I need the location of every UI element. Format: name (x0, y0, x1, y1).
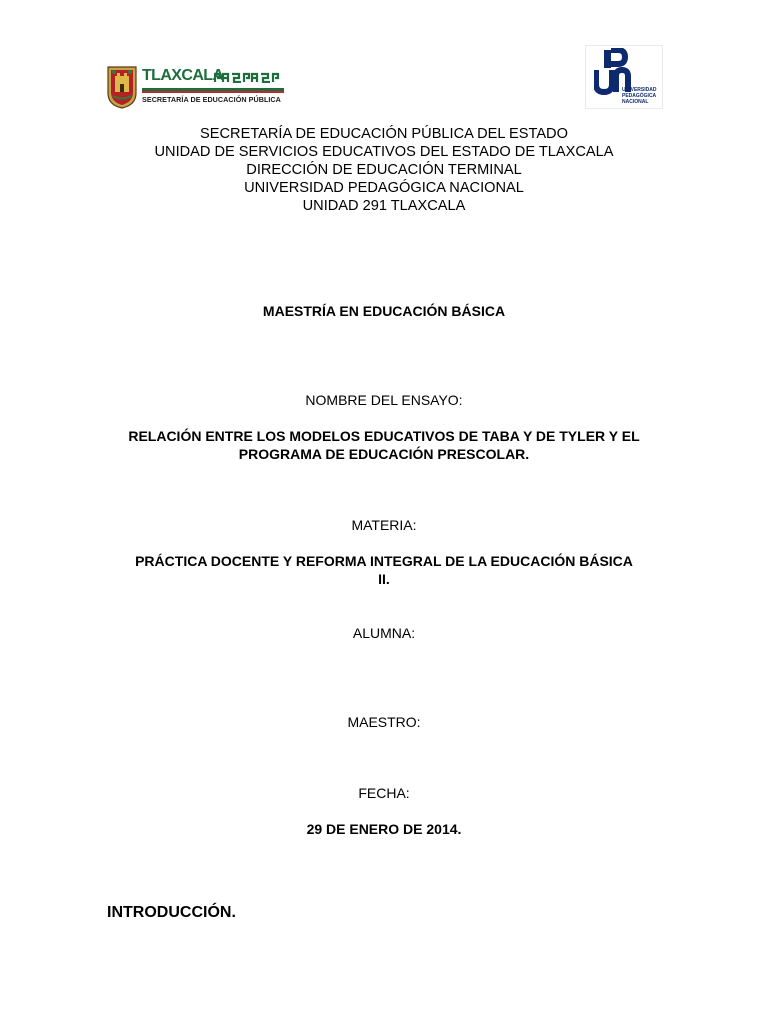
tlaxcala-coat-of-arms-icon (106, 65, 138, 109)
essay-title-line: RELACIÓN ENTRE LOS MODELOS EDUCATIVOS DE TABA Y DE TYLER Y EL (128, 428, 640, 444)
introduction-heading: INTRODUCCIÓN. (107, 904, 236, 921)
institution-line: UNIDAD 291 TLAXCALA (302, 198, 466, 214)
upn-line-2: PEDAGÓGICA (622, 93, 657, 99)
subject-value-line: PRÁCTICA DOCENTE Y REFORMA INTEGRAL DE LA EDUCACIÓN BÁSICA (135, 553, 633, 569)
subject-label: MATERIA: (351, 517, 417, 533)
subject-value-line: II. (378, 571, 390, 587)
date-label: FECHA: (358, 785, 410, 801)
institution-header (80, 125, 688, 215)
institution-line: DIRECCIÓN DE EDUCACIÓN TERMINAL (246, 162, 522, 178)
institution-line: SECRETARÍA DE EDUCACIÓN PÚBLICA DEL ESTADO (200, 126, 568, 142)
student-label: ALUMNA: (352, 625, 416, 641)
upn-line-1: UNIVERSIDAD (622, 87, 657, 93)
tlaxcala-pattern-icon (214, 71, 284, 83)
essay-title (80, 427, 688, 463)
teacher-label: MAESTRO: (347, 714, 421, 730)
tlaxcala-wordmark: TLAXCALA (142, 67, 224, 84)
tlaxcala-sep-subtitle: SECRETARÍA DE EDUCACIÓN PÚBLICA (142, 95, 281, 104)
institution-line: UNIVERSIDAD PEDAGÓGICA NACIONAL (244, 180, 524, 196)
institution-line: UNIDAD DE SERVICIOS EDUCATIVOS DEL ESTADO DE TLAXCALA (154, 144, 614, 160)
upn-logo (585, 45, 663, 109)
tlaxcala-sep-logo (106, 65, 284, 109)
essay-title-line: PROGRAMA DE EDUCACIÓN PRESCOLAR. (238, 446, 530, 462)
upn-wordmark (622, 87, 656, 105)
essay-label: NOMBRE DEL ENSAYO: (305, 392, 463, 408)
upn-line-3: NACIONAL (622, 99, 649, 105)
subject-value (80, 552, 688, 588)
program-title: MAESTRÍA EN EDUCACIÓN BÁSICA (262, 303, 506, 319)
date-value: 29 DE ENERO DE 2014. (306, 821, 462, 837)
logo-red-rule (142, 91, 284, 93)
